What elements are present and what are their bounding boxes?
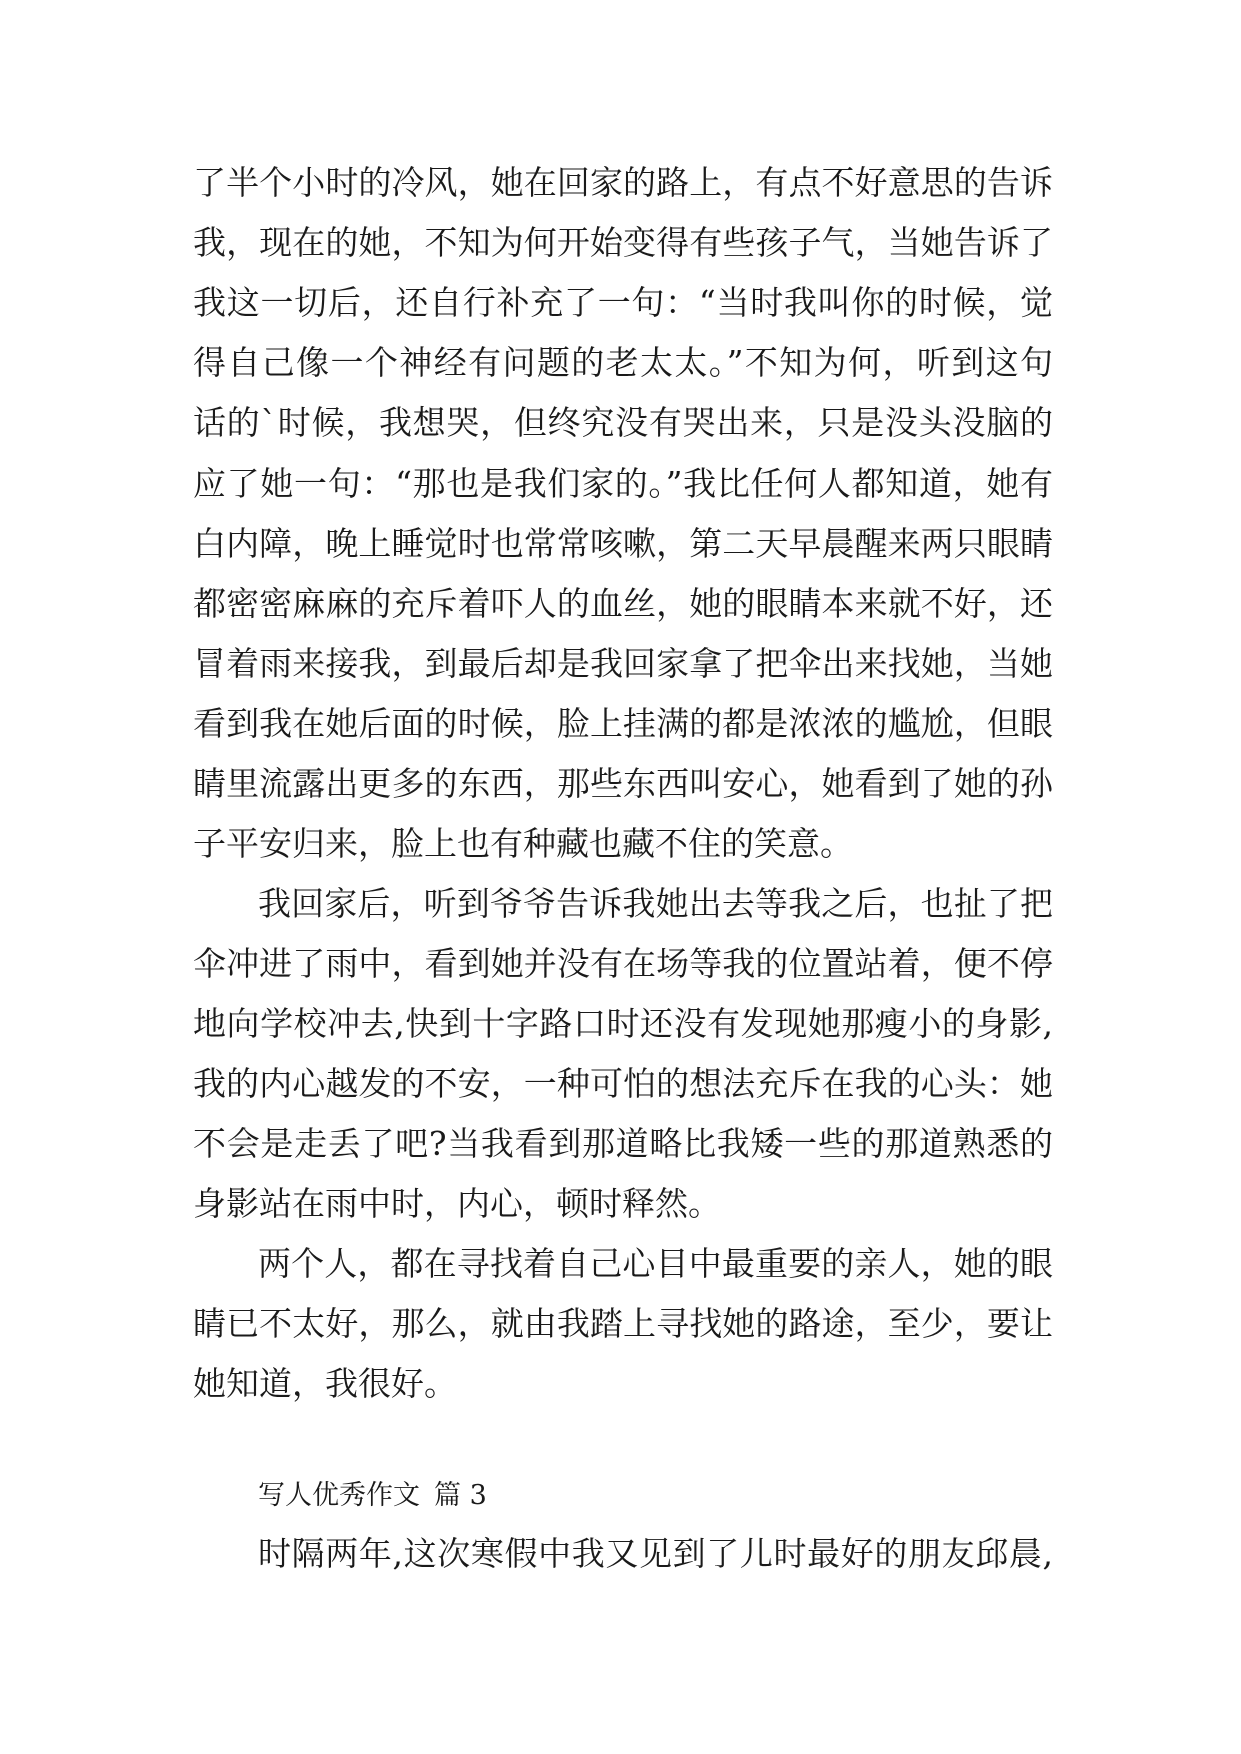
paragraph-1-line: 得自己像一个神经有问题的老太太。”不知为何，听到这句 [193,343,1053,382]
section-heading [258,1478,487,1514]
paragraph-1-line: 我，现在的她，不知为何开始变得有些孩子气，当她告诉了 [193,223,1053,262]
paragraph-2-line: 地向学校冲去,快到十字路口时还没有发现她那瘦小的身影, [193,1004,1053,1043]
section-heading-number: 篇 3 [434,1480,487,1511]
paragraph-2-line: 我回家后，听到爷爷告诉我她出去等我之后，也扯了把 [258,884,1053,923]
paragraph-3-line: 两个人，都在寻找着自己心目中最重要的亲人，她的眼 [258,1244,1053,1283]
paragraph-1-line: 冒着雨来接我，到最后却是我回家拿了把伞出来找她，当她 [193,644,1053,683]
paragraph-2-line: 伞冲进了雨中，看到她并没有在场等我的位置站着，便不停 [193,944,1053,983]
paragraph-1-line: 我这一切后，还自行补充了一句：“当时我叫你的时候，觉 [193,283,1053,322]
paragraph-1-line: 白内障，晚上睡觉时也常常咳嗽，第二天早晨醒来两只眼睛 [193,524,1053,563]
paragraph-2-line: 身影站在雨中时，内心，顿时释然。 [193,1184,721,1223]
paragraph-1-line: 子平安归来，脸上也有种藏也藏不住的笑意。 [193,824,853,863]
paragraph-3-line: 睛已不太好，那么，就由我踏上寻找她的路途，至少，要让 [193,1304,1053,1343]
paragraph-1-line: 话的`时候，我想哭，但终究没有哭出来，只是没头没脑的 [193,403,1053,442]
paragraph-1-line: 应了她一句：“那也是我们家的。”我比任何人都知道，她有 [193,464,1053,503]
paragraph-1-line: 睛里流露出更多的东西，那些东西叫安心，她看到了她的孙 [193,764,1053,803]
paragraph-1-line: 了半个小时的冷风，她在回家的路上，有点不好意思的告诉 [193,163,1053,202]
paragraph-3-line: 她知道，我很好。 [193,1364,457,1403]
paragraph-1-line: 看到我在她后面的时候，脸上挂满的都是浓浓的尴尬，但眼 [193,704,1053,743]
paragraph-2-line: 我的内心越发的不安，一种可怕的想法充斥在我的心头：她 [193,1064,1053,1103]
paragraph-1-line: 都密密麻麻的充斥着吓人的血丝，她的眼睛本来就不好，还 [193,584,1053,623]
paragraph-2-line: 不会是走丢了吧?当我看到那道略比我矮一些的那道熟悉的 [193,1124,1053,1163]
paragraph-4-line: 时隔两年,这次寒假中我又见到了儿时最好的朋友邱晨, [258,1534,1053,1573]
section-heading-title: 写人优秀作文 [258,1480,420,1511]
